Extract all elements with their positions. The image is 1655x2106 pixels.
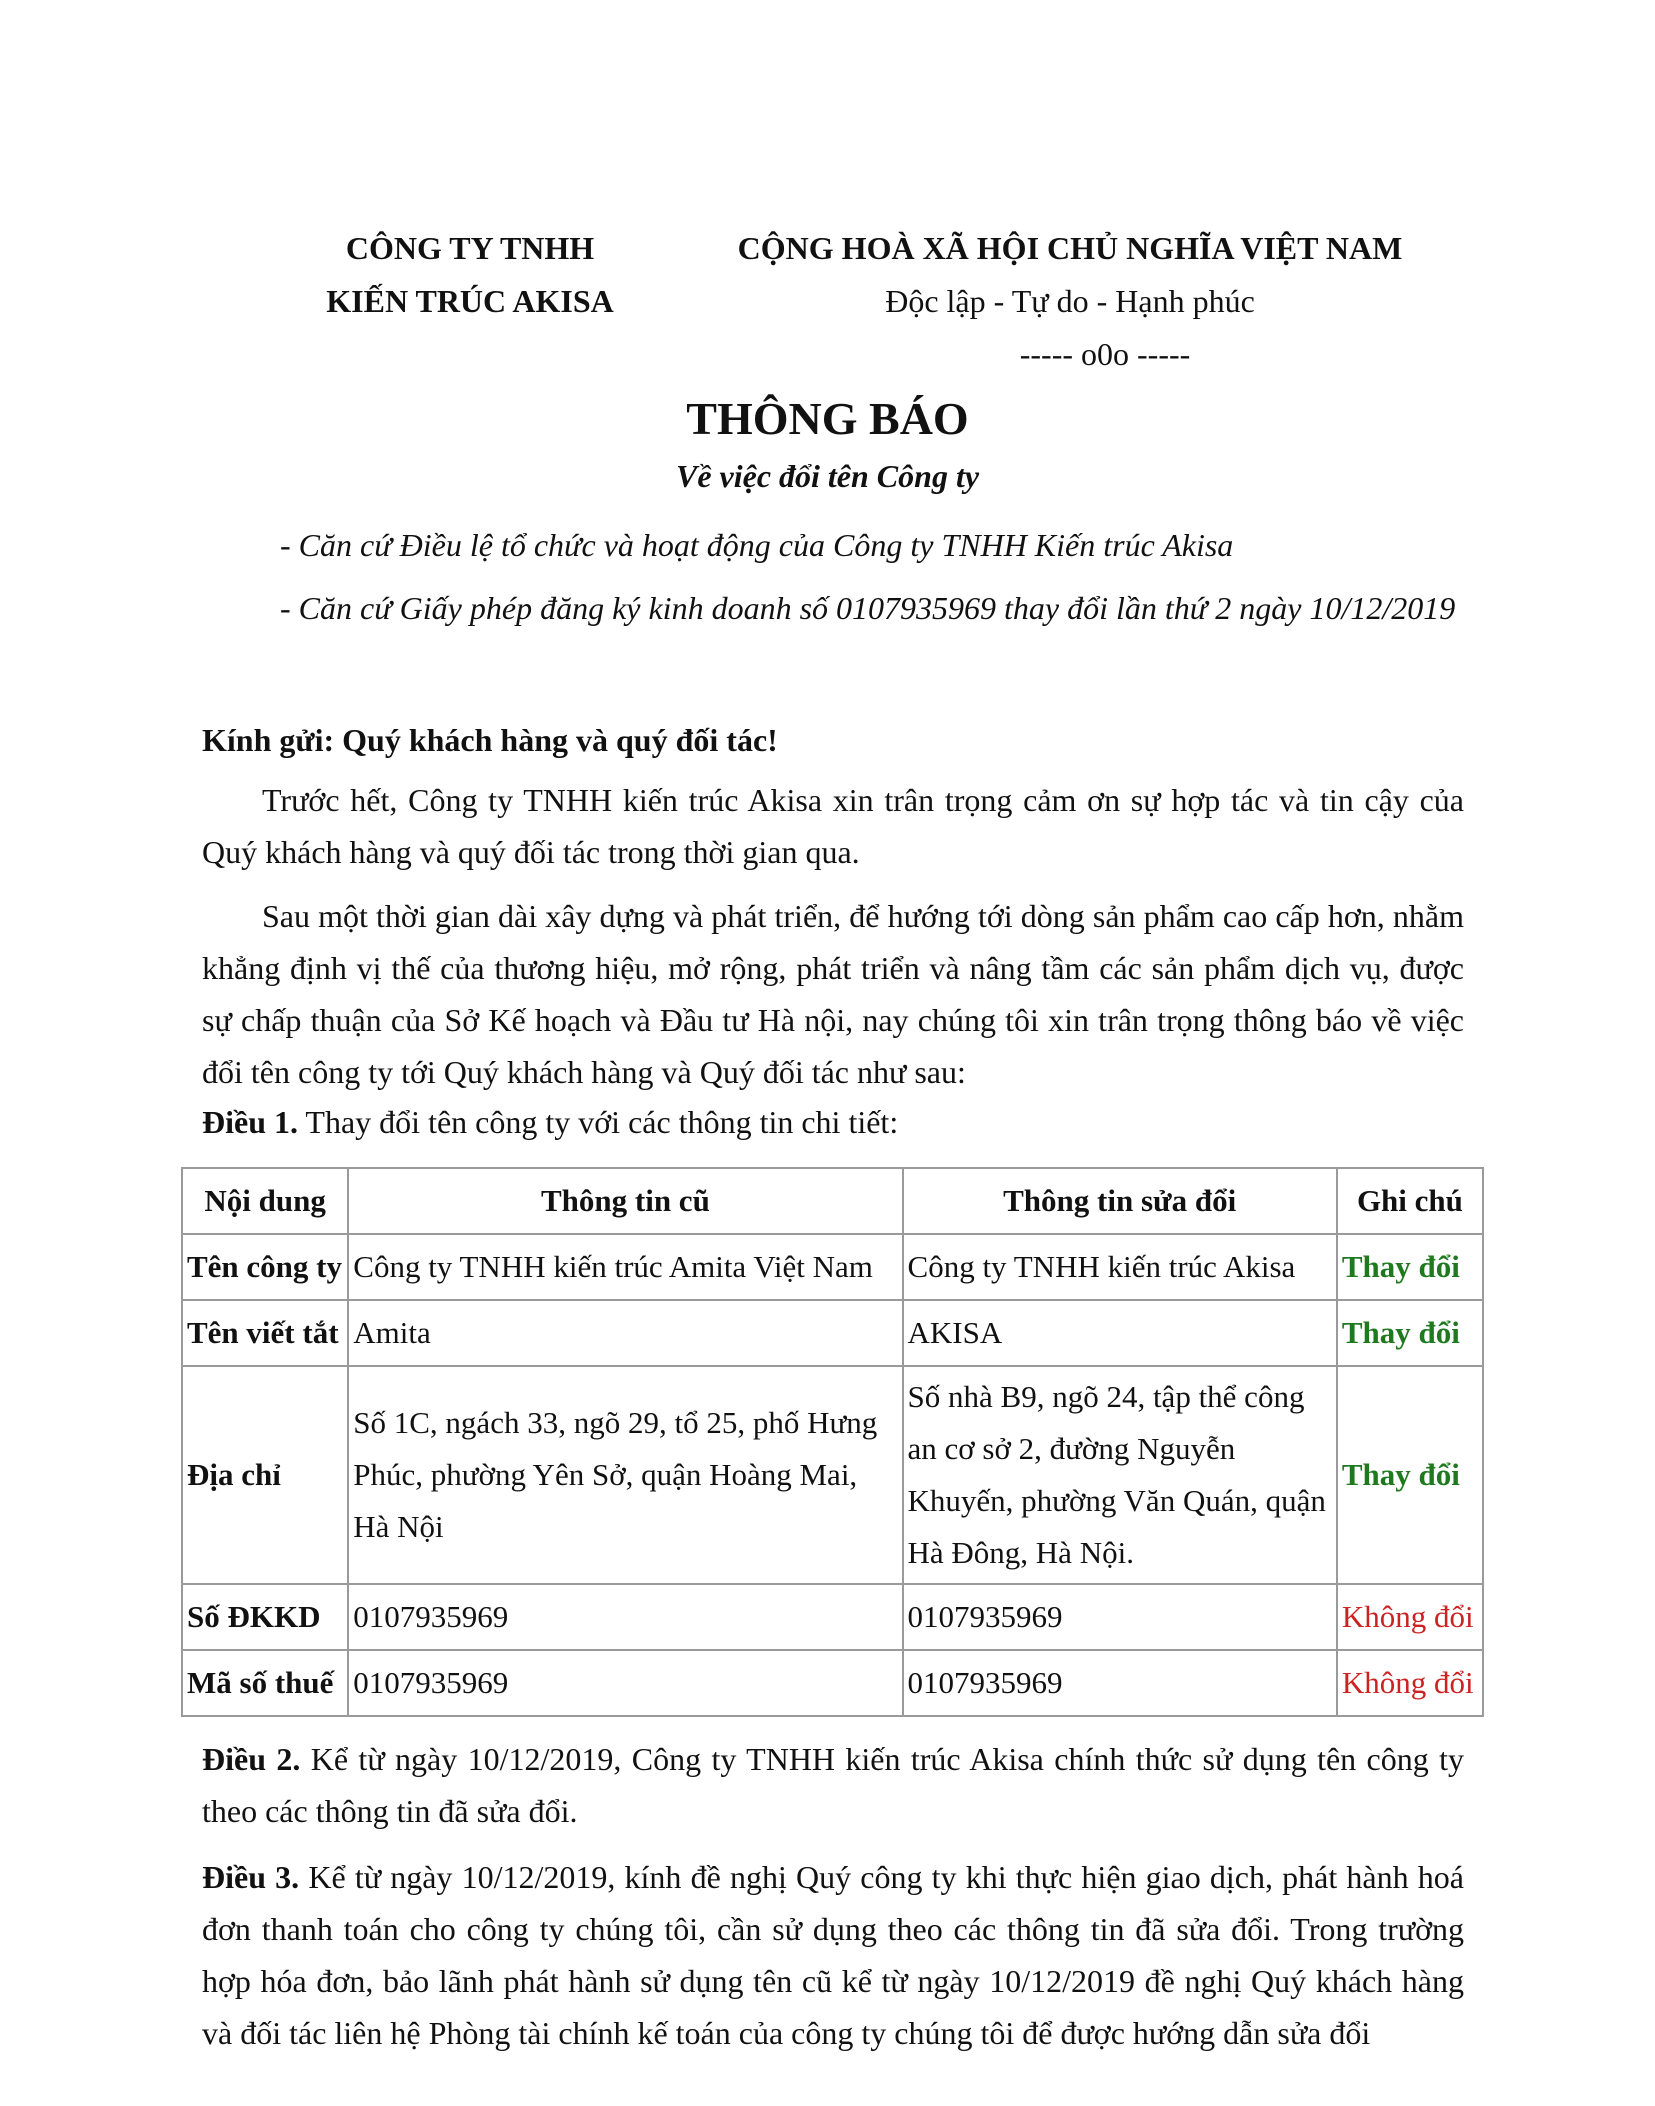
company-line-2: KIẾN TRÚC AKISA (326, 283, 614, 319)
col-header-old-info: Thông tin cũ (348, 1168, 902, 1234)
table-row (182, 1234, 1483, 1300)
company-line-1: CÔNG TY TNHH (345, 230, 595, 266)
col-header-note: Ghi chú (1337, 1168, 1483, 1234)
article-2-label: Điều 2. (202, 1741, 301, 1777)
article-2-text: Kể từ ngày 10/12/2019, Công ty TNHH kiến trúc Akisa chính thức sử dụng tên công ty theo các thông tin đã sửa đổi. (202, 1741, 1465, 1829)
col-header-new-info: Thông tin sửa đổi (903, 1168, 1337, 1234)
nation-title: CỘNG HOÀ XÃ HỘI CHỦ NGHĨA VIỆT NAM (737, 230, 1403, 266)
document-title: THÔNG BÁO (686, 393, 969, 444)
note-value: Thay đổi (1337, 1300, 1483, 1366)
old-value: Công ty TNHH kiến trúc Amita Việt Nam (348, 1234, 902, 1300)
greeting: Kính gửi: Quý khách hàng và quý đối tác! (202, 722, 778, 758)
article-2 (202, 1733, 1464, 1837)
new-value: 0107935969 (903, 1650, 1337, 1716)
table-header-row (182, 1168, 1483, 1234)
new-value: 0107935969 (903, 1584, 1337, 1650)
national-header (720, 222, 1420, 381)
company-info-table (181, 1167, 1484, 1717)
table-row (182, 1584, 1483, 1650)
row-label: Tên viết tắt (182, 1300, 348, 1366)
note-value: Không đổi (1337, 1650, 1483, 1716)
old-value: Amita (348, 1300, 902, 1366)
article-3-text: Kể từ ngày 10/12/2019, kính đề nghị Quý công ty khi thực hiện giao dịch, phát hành hoá đơn thanh toán cho công ty chúng tôi, cần sử dụng theo các thông tin đã sửa đổi. Trong trường hợp hóa đơn, bảo lãnh phát hành sử dụng tên cũ kể từ ngày 10/12/2019 đề nghị Quý khách hàng và đối tác liên hệ Phòng tài chính kế toán của công ty chúng tôi để được hướng dẫn sửa đổi (202, 1859, 1465, 2051)
article-1-text: Thay đổi tên công ty với các thông tin chi tiết: (298, 1104, 899, 1140)
old-value: Số 1C, ngách 33, ngõ 29, tổ 25, phố Hưng Phúc, phường Yên Sở, quận Hoàng Mai, Hà Nội (348, 1366, 902, 1584)
legal-basis-2: - Căn cứ Giấy phép đăng ký kinh doanh số 0107935969 thay đổi lần thứ 2 ngày 10/12/2019 (280, 590, 1456, 626)
article-3 (202, 1851, 1464, 2059)
row-label: Tên công ty (182, 1234, 348, 1300)
header-separator: ----- o0o ----- (1019, 336, 1191, 372)
article-1-label: Điều 1. (202, 1104, 298, 1140)
new-value: Công ty TNHH kiến trúc Akisa (903, 1234, 1337, 1300)
company-header (265, 222, 675, 328)
old-value: 0107935969 (348, 1584, 902, 1650)
article-1 (202, 1096, 1464, 1148)
table-row (182, 1650, 1483, 1716)
national-motto: Độc lập - Tự do - Hạnh phúc (885, 283, 1255, 319)
note-value: Không đổi (1337, 1584, 1483, 1650)
row-label: Địa chỉ (182, 1366, 348, 1584)
paragraph-announcement: Sau một thời gian dài xây dựng và phát triển, để hướng tới dòng sản phẩm cao cấp hơn, nhằm khẳng định vị thế của thương hiệu, mở rộng, phát triển và nâng tầm các sản phẩm dịch vụ, được sự chấp thuận của Sở Kế hoạch và Đầu tư Hà nội, nay chúng tôi xin trân trọng thông báo về việc đổi tên công ty tới Quý khách hàng và Quý đối tác như sau: (202, 898, 1464, 1090)
paragraph-thanks: Trước hết, Công ty TNHH kiến trúc Akisa xin trân trọng cảm ơn sự hợp tác và tin cậy của Quý khách hàng và quý đối tác trong thời gian qua. (202, 782, 1464, 870)
note-value: Thay đổi (1337, 1366, 1483, 1584)
document-subtitle: Về việc đổi tên Công ty (675, 458, 980, 494)
table-row (182, 1366, 1483, 1584)
note-value: Thay đổi (1337, 1234, 1483, 1300)
new-value: Số nhà B9, ngõ 24, tập thể công an cơ sở 2, đường Nguyễn Khuyến, phường Văn Quán, quận Hà Đông, Hà Nội. (903, 1366, 1337, 1584)
col-header-content: Nội dung (182, 1168, 348, 1234)
row-label: Mã số thuế (182, 1650, 348, 1716)
legal-basis-1: - Căn cứ Điều lệ tổ chức và hoạt động của Công ty TNHH Kiến trúc Akisa (280, 527, 1234, 563)
article-3-label: Điều 3. (202, 1859, 300, 1895)
table-row (182, 1300, 1483, 1366)
new-value: AKISA (903, 1300, 1337, 1366)
row-label: Số ĐKKD (182, 1584, 348, 1650)
old-value: 0107935969 (348, 1650, 902, 1716)
